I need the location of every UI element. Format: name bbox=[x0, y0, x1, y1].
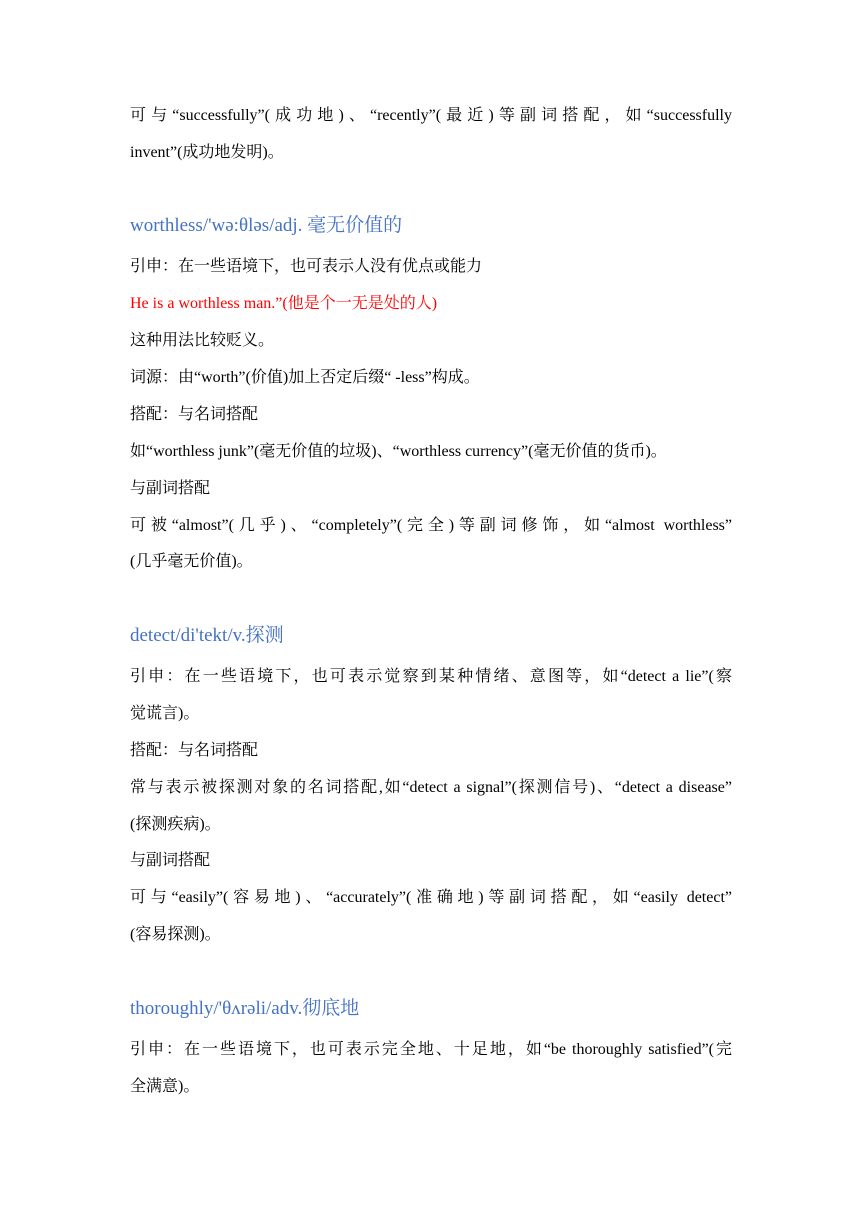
entry-detect-collocation-adverb-examples-cont: (容易探测)。 bbox=[130, 926, 221, 943]
entry-thoroughly-extension: 引申：在一些语境下，也可表示完全地、十足地，如“be thoroughly satisfied”(完 bbox=[130, 1041, 732, 1058]
entry-worthless-extension: 引申：在一些语境下，也可表示人没有优点或能力 bbox=[130, 258, 483, 275]
entry-detect-collocation-noun-examples: 常与表示被探测对象的名词搭配,如“detect a signal”(探测信号)、“detect a disease” bbox=[130, 779, 732, 796]
entry-worthless-collocation-noun-label: 搭配：与名词搭配 bbox=[130, 406, 259, 423]
entry-worthless-collocation-noun-examples: 如“worthless junk”(毫无价值的垃圾)、“worthless currency”(毫无价值的货币)。 bbox=[130, 443, 667, 460]
entry-worthless-collocation-adverb-examples: 可被“almost”(几乎)、“completely”(完全)等副词修饰，如“almost worthless” bbox=[130, 517, 732, 534]
entry-worthless-example: He is a worthless man.”(他是个一无是处的人) bbox=[130, 295, 438, 312]
entry-detect-extension: 引申：在一些语境下，也可表示觉察到某种情绪、意图等，如“detect a lie”(察 bbox=[130, 668, 732, 685]
entry-detect-collocation-adverb-examples: 可与“easily”(容易地)、“accurately”(准确地)等副词搭配，如“easily detect” bbox=[130, 889, 732, 906]
entry-heading-thoroughly: thoroughly/'θʌrəli/adv.彻底地 bbox=[130, 998, 360, 1019]
entry-thoroughly-extension-cont: 全满意)。 bbox=[130, 1078, 200, 1095]
entry-worthless-collocation-adverb-label: 与副词搭配 bbox=[130, 480, 211, 497]
intro-line-2: invent”(成功地发明)。 bbox=[130, 144, 284, 161]
entry-worthless-collocation-adverb-examples-cont: (几乎毫无价值)。 bbox=[130, 553, 253, 570]
entry-detect-collocation-noun-label: 搭配：与名词搭配 bbox=[130, 742, 259, 759]
intro-line-1: 可与“successfully”(成功地)、“recently”(最近)等副词搭配，如“successfully bbox=[130, 107, 732, 124]
entry-worthless-usage-note: 这种用法比较贬义。 bbox=[130, 332, 275, 349]
entry-worthless-etymology: 词源：由“worth”(价值)加上否定后缀“ -less”构成。 bbox=[130, 369, 480, 386]
entry-detect-collocation-noun-examples-cont: (探测疾病)。 bbox=[130, 816, 221, 833]
entry-detect-extension-cont: 觉谎言)。 bbox=[130, 705, 200, 722]
entry-heading-worthless: worthless/'wə:θləs/adj. 毫无价值的 bbox=[130, 215, 403, 236]
entry-detect-collocation-adverb-label: 与副词搭配 bbox=[130, 852, 211, 869]
entry-heading-detect: detect/di'tekt/v.探测 bbox=[130, 625, 284, 646]
